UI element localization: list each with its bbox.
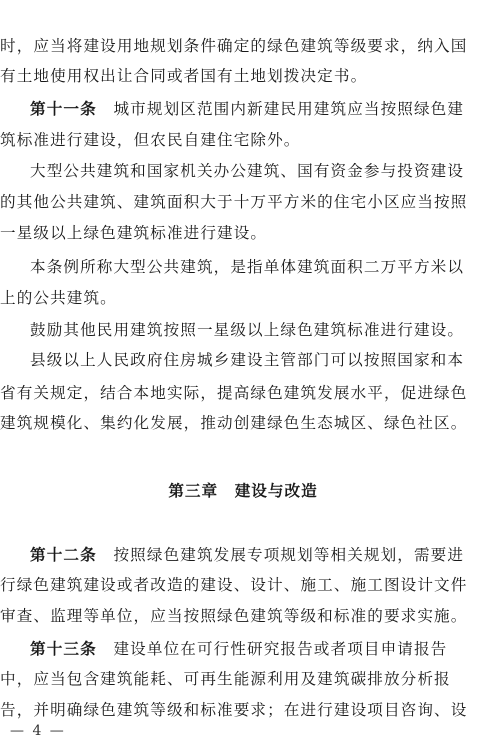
text-line: 建筑规模化、集约化发展，推动创建绿色生态城区、绿色社区。 (0, 414, 468, 432)
text-line: 上的公共建筑。 (0, 289, 117, 307)
chapter-heading: 第三章 建设与改造 (168, 481, 318, 500)
article-12 (0, 545, 486, 565)
article-text: 城市规划区范围内新建民用建筑应当按照绿色建 (113, 100, 465, 118)
text-line: 时，应当将建设用地规划条件确定的绿色建筑等级要求，纳入国 (0, 37, 468, 55)
article-text: 建设单位在可行性研究报告或者项目申请报告 (113, 640, 448, 658)
article-13 (0, 639, 486, 659)
text-line: 有土地使用权出让合同或者国有土地划拨决定书。 (0, 67, 368, 85)
text-line: 省有关规定，结合本地实际，提高绿色建筑发展水平，促进绿色 (0, 384, 468, 402)
text-line: 本条例所称大型公共建筑，是指单体建筑面积二万平方米以 (30, 258, 465, 276)
page-number: — 4 — (10, 723, 66, 739)
text-line: 的其他公共建筑、建筑面积大于十万平方米的住宅小区应当按照 (0, 193, 468, 211)
text-line: 县级以上人民政府住房城乡建设主管部门可以按照国家和本 (30, 351, 465, 369)
article-number: 第十二条 (30, 545, 97, 564)
text-line: 审查、监理等单位，应当按照绿色建筑等级和标准的要求实施。 (0, 607, 468, 625)
article-number: 第十一条 (30, 99, 97, 118)
text-line: 行绿色建筑建设或者改造的建设、设计、施工、施工图设计文件 (0, 576, 468, 594)
article-number: 第十三条 (30, 639, 97, 658)
text-line: 中，应当包含建筑能耗、可再生能源利用及建筑碳排放分析报 (0, 670, 451, 688)
article-text: 按照绿色建筑发展专项规划等相关规划，需要进 (113, 546, 465, 564)
text-line: 一星级以上绿色建筑标准进行建设。 (0, 224, 268, 242)
text-line: 筑标准进行建设，但农民自建住宅除外。 (0, 131, 301, 149)
article-11 (0, 99, 486, 119)
text-line: 告，并明确绿色建筑等级和标准要求；在进行建设项目咨询、设 (0, 701, 468, 719)
text-line: 大型公共建筑和国家机关办公建筑、国有资金参与投资建设 (30, 162, 465, 180)
text-line: 鼓励其他民用建筑按照一星级以上绿色建筑标准进行建设。 (30, 321, 465, 339)
